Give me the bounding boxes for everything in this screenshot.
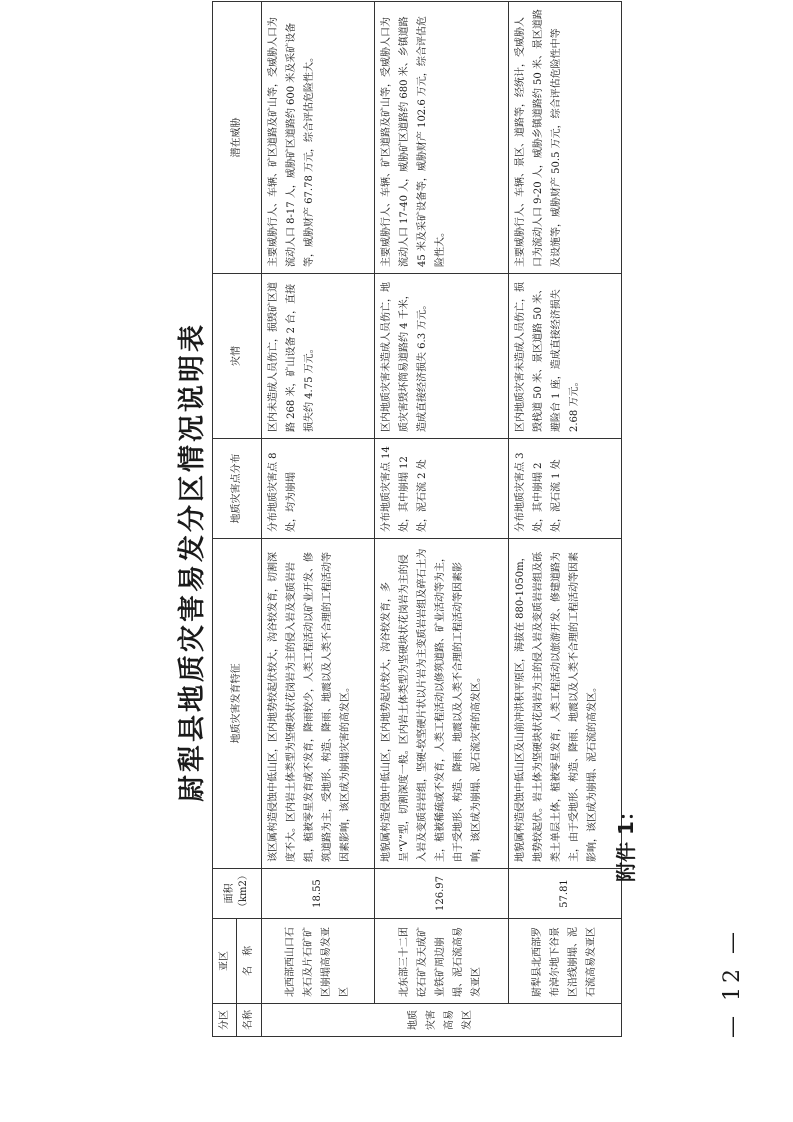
features-cell: 该区属构造侵蚀中低山区，区内地势较起伏较大，沟谷较发育，切割深度不大。区内岩土体类型为坚硬块状花岗岩为主的侵入岩及变质岩岩组，植被零星发育或不发育，降雨较少，人类工程活动以矿业开发、修筑道路为主，受地形、构造、降雨、地震以及人类不合理的工程活动等因素影响，该区成为崩塌灾害的高发区。 [261, 539, 374, 869]
table-row [374, 2, 508, 1037]
features-cell: 地貌属构造侵蚀中低山区及山前冲洪积平原区，海拔在 880-1050m，地势较起伏。岩土体为坚硬块状花岗岩为主的侵入岩及变质岩岩组及砾类土单层土体，植被零星发育，人类工程活动以旅游开发、修建道路为主，由于受地形、构造、降雨、地震以及人类不合理的工程活动等因素影响，该区成为崩塌、泥石流的高发区。 [508, 539, 621, 869]
disaster-cell: 区内地质灾害未造成人员伤亡，损毁栈道 50 米、景区道路 50 米、避险台 1 座，造成直接经济损失 2.68 万元。 [508, 274, 621, 439]
header-zone: 分区 [213, 1004, 237, 1037]
header-subzone: 亚区 [213, 919, 237, 1004]
threat-cell: 主要威胁行人、车辆、景区、道路等，经统计，受威胁人口为流动人口 9-20 人，威胁乡镇道路约 50 米、景区道路及设施等，威胁财产 50.5 万元，综合评估危险性中等 [508, 2, 621, 274]
area-cell: 126.97 [374, 869, 508, 919]
table-header-row [213, 2, 237, 1037]
distribution-cell: 分布地质灾害点 8 处，均为崩塌 [261, 439, 374, 539]
header-sub-name: 名 称 [237, 919, 261, 1004]
area-cell: 57.81 [508, 869, 621, 919]
table-row [261, 2, 374, 1037]
header-area-unit: （km2） [237, 870, 249, 912]
header-threat: 潜在威胁 [213, 2, 262, 274]
header-area [213, 869, 262, 919]
area-cell: 18.55 [261, 869, 374, 919]
page-number: — 12 — [720, 928, 745, 1038]
table-row [508, 2, 621, 1037]
distribution-cell: 分布地质灾害点 14 处，其中崩塌 12 处，泥石流 2 处 [374, 439, 508, 539]
threat-cell: 主要威胁行人、车辆、矿区道路及矿山等，受威胁人口为流动人口 8-17 人，威胁矿区道路约 600 米及采矿设备等，威胁财产 67.78 万元，综合评估危险性大。 [261, 2, 374, 274]
header-distribution: 地质灾害点分布 [213, 439, 262, 539]
threat-cell: 主要威胁行人、车辆、矿区道路及矿山等，受威胁人口为流动人口 17-40 人，威胁矿区道路约 680 米、乡镇道路 45 米及采矿设备等，威胁财产 102.6 万元，综合评估危险性大。 [374, 2, 508, 274]
header-zone-name: 名称 [237, 1004, 261, 1037]
hazard-zone-table [212, 1, 622, 1037]
distribution-cell: 分布地质灾害点 3 处，其中崩塌 2 处，泥石流 1 处 [508, 439, 621, 539]
zone-name-cell: 地质灾害高易发区 [261, 1004, 621, 1037]
features-cell: 地貌属构造侵蚀中低山区，区内地势起伏较大，沟谷较发育，多呈“V”型，切割深度一般。区内岩土体类型为坚硬块状花岗岩为主的侵入岩及变质岩岩组，坚硬-较坚硬片状以片岩为主变质岩岩组及碎石土为主，植被稀疏或不发育，人类工程活动以修筑道路、矿业活动等为主，由于受地形、构造、降雨、地震以及人类不合理的工程活动等因素影响，该区成为崩塌、泥石流灾害的高发区。 [374, 539, 508, 869]
disaster-cell: 区内未造成人员伤亡，损毁矿区道路 268 米，矿山设备 2 台，直接损失约 4.75 万元。 [261, 274, 374, 439]
subzone-name-cell: 北西部西山口石灰石及片石矿矿区崩塌高易发亚区 [261, 919, 374, 1004]
subzone-name-cell: 北东部三十二团砭石矿及天成矿业铁矿周边崩塌、泥石流高易发亚区 [374, 919, 508, 1004]
page-title: 尉犁县地质灾害易发分区情况说明表 [177, 322, 208, 802]
attachment-label: 附件 1： [614, 801, 638, 882]
subzone-name-cell: 尉犁县北西部罗布淖尔地下谷景区沿线崩塌、泥石流高易发亚区 [508, 919, 621, 1004]
header-area-label: 面积 [223, 883, 235, 904]
header-features: 地质灾害发育特征 [213, 539, 262, 869]
header-disaster: 灾情 [213, 274, 262, 439]
disaster-cell: 区内地质灾害未造成人员伤亡，地质灾害毁坏简易道路约 4 千米，造成直接经济损失 6.3 万元。 [374, 274, 508, 439]
